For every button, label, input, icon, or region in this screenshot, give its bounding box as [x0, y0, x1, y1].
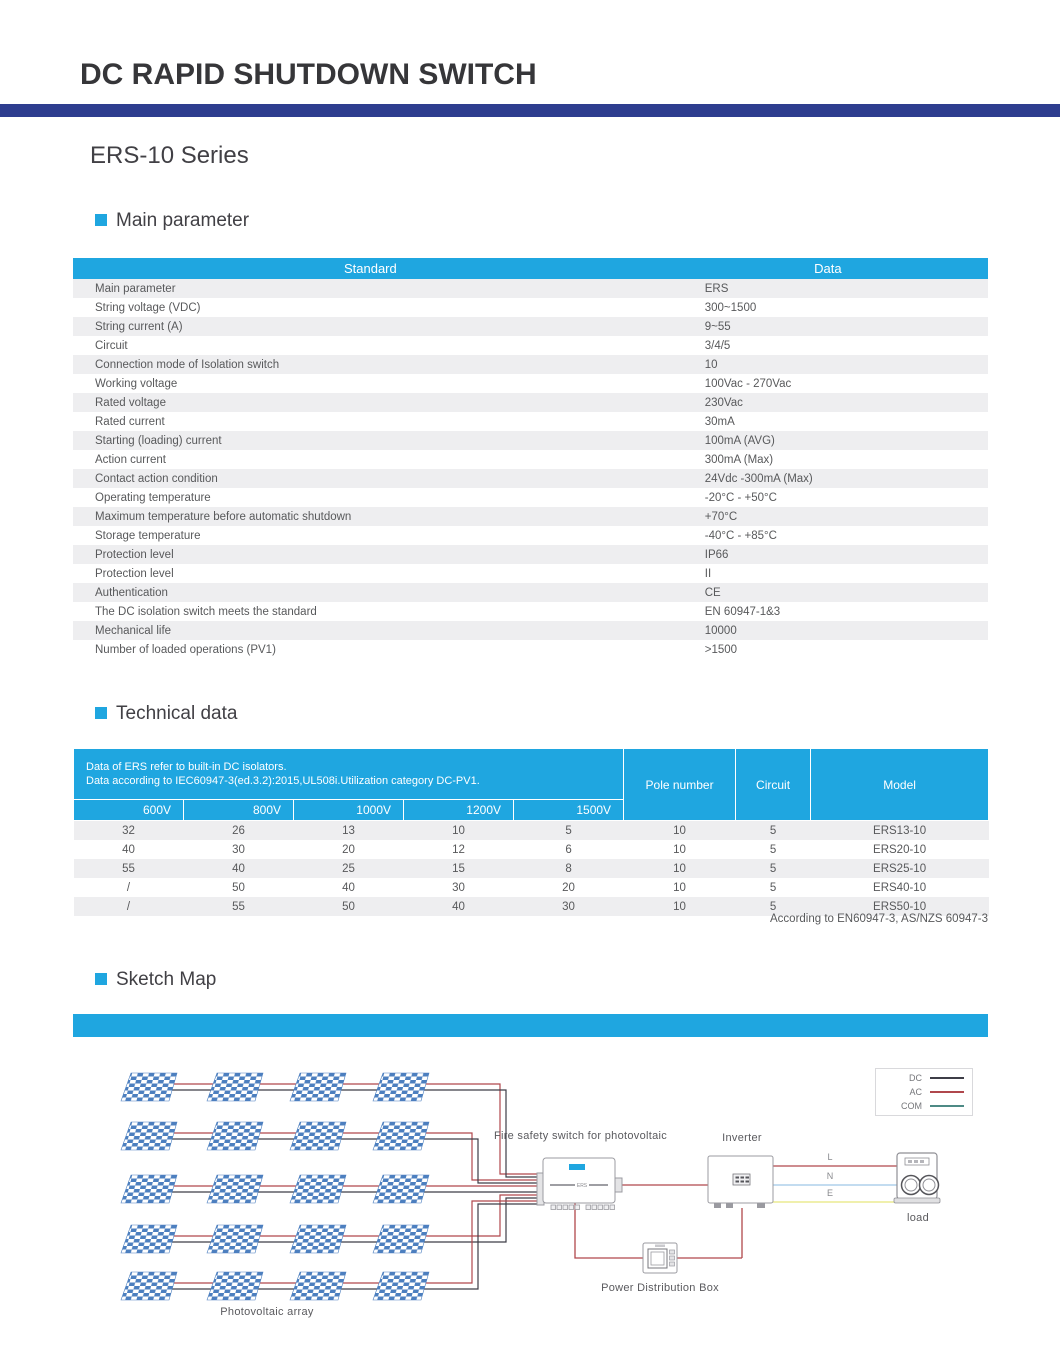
- tech-cell: 5: [769, 881, 777, 894]
- param-label: Circuit: [95, 339, 128, 352]
- table-row: [73, 336, 988, 355]
- tech-cell: 10: [673, 900, 686, 913]
- com-line-swatch: [930, 1105, 964, 1107]
- tech-cell: 6: [565, 843, 572, 856]
- param-value: ERS: [704, 282, 729, 295]
- tech-cell-model: ERS50-10: [873, 900, 927, 913]
- table-row: [73, 602, 988, 621]
- tech-cell: 5: [565, 824, 572, 837]
- param-value: 100mA (AVG): [704, 434, 775, 447]
- column-header-1500v: 1500V: [514, 800, 624, 821]
- sketch-map-divider-bar: [73, 1014, 988, 1037]
- column-header-800v: 800V: [184, 800, 294, 821]
- column-header-circuit: Circuit: [736, 749, 811, 821]
- param-label: Number of loaded operations (PV1): [95, 643, 276, 656]
- section-heading-sketch-map: [95, 969, 216, 991]
- column-header-pole-number: Pole number: [624, 749, 736, 821]
- param-value: CE: [704, 586, 721, 599]
- param-value: 10: [704, 358, 718, 371]
- column-header-1200v: 1200V: [404, 800, 514, 821]
- section-bullet-icon: [95, 973, 107, 985]
- tech-cell: 10: [673, 843, 686, 856]
- legend-label-com: COM: [901, 1101, 922, 1111]
- param-label: Contact action condition: [95, 472, 218, 485]
- table-row: [73, 374, 988, 393]
- table-row: [73, 431, 988, 450]
- tech-cell: 10: [673, 824, 686, 837]
- tech-cell: /: [126, 900, 131, 913]
- tech-cell: 5: [769, 843, 777, 856]
- tech-cell: 5: [769, 862, 777, 875]
- fire-safety-switch-label: Fire safety switch for photovoltaic: [493, 1130, 668, 1142]
- legend-row-ac: [876, 1087, 972, 1097]
- tech-cell-model: ERS40-10: [873, 881, 927, 894]
- photovoltaic-array-label: Photovoltaic array: [220, 1306, 314, 1318]
- table-row: [73, 488, 988, 507]
- section-heading-label: Technical data: [116, 703, 238, 724]
- line-label-n: N: [826, 1171, 834, 1181]
- ac-line-swatch: [930, 1091, 964, 1093]
- table-row: [73, 298, 988, 317]
- tech-cell: 50: [342, 900, 355, 913]
- legend-label-ac: AC: [909, 1087, 922, 1097]
- param-label: Protection level: [95, 548, 174, 561]
- inverter-label: Inverter: [722, 1132, 762, 1144]
- power-distribution-box-label: Power Distribution Box: [601, 1282, 719, 1294]
- param-label: The DC isolation switch meets the standard: [95, 605, 317, 618]
- param-label: Operating temperature: [95, 491, 211, 504]
- param-label: String current (A): [95, 320, 183, 333]
- tech-cell: 40: [232, 862, 245, 875]
- param-label: Main parameter: [95, 282, 176, 295]
- tech-cell: 15: [452, 862, 465, 875]
- param-value: -20°C - +50°C: [704, 491, 777, 504]
- tech-cell: 30: [452, 881, 465, 894]
- tech-cell: 30: [562, 900, 575, 913]
- tech-cell: 12: [452, 843, 465, 856]
- pv-string-wires: [145, 1084, 543, 1289]
- tech-cell: 10: [452, 824, 465, 837]
- param-value: 30mA: [704, 415, 735, 428]
- tech-cell: 26: [232, 824, 245, 837]
- section-bullet-icon: [95, 214, 107, 226]
- series-title: ERS-10 Series: [90, 142, 249, 169]
- tech-cell: 32: [122, 824, 135, 837]
- section-heading-label: Main parameter: [116, 210, 250, 231]
- table-row: [73, 621, 988, 640]
- table-row: [73, 450, 988, 469]
- param-value: >1500: [704, 643, 738, 656]
- tech-cell: 10: [673, 881, 686, 894]
- param-label: Authentication: [95, 586, 168, 599]
- title-divider-bar: [0, 104, 1060, 117]
- tech-cell-model: ERS20-10: [873, 843, 927, 856]
- table-row: [73, 279, 988, 298]
- param-value: 300mA (Max): [704, 453, 774, 466]
- param-value: 9~55: [704, 320, 731, 333]
- line-label-l: L: [827, 1152, 833, 1162]
- tech-cell: 13: [342, 824, 355, 837]
- param-label: Mechanical life: [95, 624, 172, 637]
- param-value: 300~1500: [704, 301, 757, 314]
- table-row: [73, 545, 988, 564]
- param-label: Starting (loading) current: [95, 434, 222, 447]
- param-label: Connection mode of Isolation switch: [95, 358, 280, 371]
- load-label: load: [907, 1212, 929, 1224]
- tech-cell: 25: [342, 862, 355, 875]
- column-header-data: Data: [668, 258, 988, 279]
- param-label: Storage temperature: [95, 529, 201, 542]
- tech-cell: 50: [232, 881, 245, 894]
- tech-cell: 40: [342, 881, 355, 894]
- load-icon: [894, 1153, 940, 1203]
- tech-cell: 20: [342, 843, 355, 856]
- table-row: [74, 878, 989, 897]
- table-header-row: [74, 749, 989, 800]
- note-line-1: Data of ERS refer to built-in DC isolators.: [86, 761, 287, 773]
- tech-cell: 55: [122, 862, 135, 875]
- technical-data-table: [73, 748, 989, 916]
- param-label: Working voltage: [95, 377, 178, 390]
- table-row: [74, 840, 989, 859]
- table-row: [73, 507, 988, 526]
- tech-cell: 5: [769, 824, 777, 837]
- power-distribution-box-icon: [643, 1243, 677, 1273]
- column-header-model: Model: [811, 749, 989, 821]
- param-label: Maximum temperature before automatic shutdown: [95, 510, 352, 523]
- column-header-600v: 600V: [74, 800, 184, 821]
- section-heading-label: Sketch Map: [116, 969, 217, 990]
- table-row: [73, 640, 988, 659]
- section-bullet-icon: [95, 707, 107, 719]
- table-row: [73, 469, 988, 488]
- table-row: [73, 355, 988, 374]
- param-value: 100Vac - 270Vac: [704, 377, 792, 390]
- table-row: [73, 317, 988, 336]
- tech-cell: 20: [562, 881, 575, 894]
- page-title: DC RAPID SHUTDOWN SWITCH: [80, 58, 537, 91]
- param-label: Rated current: [95, 415, 165, 428]
- legend-row-dc: [876, 1073, 972, 1083]
- param-value: +70°C: [704, 510, 738, 523]
- sketch-map-diagram: [0, 1040, 1060, 1361]
- table-row: [74, 821, 989, 841]
- param-label: Action current: [95, 453, 166, 466]
- table-row: [73, 412, 988, 431]
- table-row: [73, 526, 988, 545]
- table-header-row: [73, 258, 988, 279]
- tech-cell: 40: [122, 843, 135, 856]
- param-value: EN 60947-1&3: [704, 605, 781, 618]
- tech-cell: 10: [673, 862, 686, 875]
- main-parameter-table: [73, 258, 988, 659]
- table-row: [73, 564, 988, 583]
- param-value: IP66: [704, 548, 729, 561]
- note-line-2: Data according to IEC60947-3(ed.3.2):2015,UL508i.Utilization category DC-PV1.: [86, 775, 480, 787]
- tech-cell: 30: [232, 843, 245, 856]
- fire-safety-switch-icon: [537, 1158, 622, 1210]
- param-value: -40°C - +85°C: [704, 529, 777, 542]
- section-heading-main-parameter: [95, 210, 249, 232]
- section-heading-technical-data: [95, 703, 237, 725]
- param-label: String voltage (VDC): [95, 301, 201, 314]
- param-label: Rated voltage: [95, 396, 166, 409]
- line-label-e: E: [826, 1188, 833, 1198]
- tech-cell: 8: [565, 862, 572, 875]
- table-row: [73, 583, 988, 602]
- legend-row-com: [876, 1101, 972, 1111]
- tech-cell-model: ERS25-10: [873, 862, 927, 875]
- param-value: II: [704, 567, 712, 580]
- param-value: 230Vac: [704, 396, 743, 409]
- param-label: Protection level: [95, 567, 174, 580]
- tech-cell: 55: [232, 900, 245, 913]
- tech-cell: /: [126, 881, 131, 894]
- legend-label-dc: DC: [909, 1073, 922, 1083]
- switch-mark-label: ERS: [576, 1183, 588, 1189]
- table-row: [73, 393, 988, 412]
- param-value: 3/4/5: [704, 339, 731, 352]
- tech-cell: 40: [452, 900, 465, 913]
- standards-footnote: According to EN60947-3, AS/NZS 60947-3: [770, 913, 988, 925]
- tech-cell-model: ERS13-10: [873, 824, 927, 837]
- tech-cell: 5: [769, 900, 777, 913]
- column-header-standard: Standard: [73, 258, 668, 279]
- inverter-icon: [708, 1156, 773, 1208]
- wire-legend: [875, 1068, 973, 1116]
- table-note-cell: [74, 749, 624, 800]
- param-value: 24Vdc -300mA (Max): [704, 472, 813, 485]
- param-value: 10000: [704, 624, 737, 637]
- table-row: [74, 859, 989, 878]
- dc-line-swatch: [930, 1077, 964, 1079]
- column-header-1000v: 1000V: [294, 800, 404, 821]
